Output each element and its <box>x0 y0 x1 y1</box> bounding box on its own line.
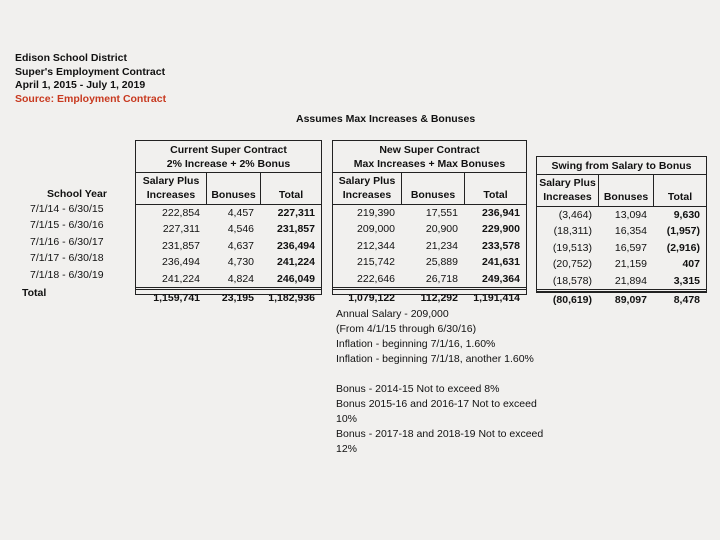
cell-total: 233,578 <box>482 239 520 252</box>
title-line: Max Increases + Max Bonuses <box>353 158 506 170</box>
cell-total: 241,224 <box>277 256 315 269</box>
cell-bonus: 4,637 <box>227 239 254 252</box>
cell-bonus: 4,457 <box>227 207 254 219</box>
cell-bonus: 21,234 <box>425 239 458 252</box>
cell-bonus: 16,597 <box>614 241 647 254</box>
document-header <box>15 52 166 106</box>
total-salary: 1,079,122 <box>348 291 395 304</box>
column-headers <box>136 173 321 205</box>
table-row <box>537 273 706 289</box>
source-note: Source: Employment Contract <box>15 92 167 105</box>
cell-total: (2,916) <box>666 241 700 254</box>
table-row <box>136 205 321 221</box>
col-bonuses: Bonuses <box>401 173 464 204</box>
table-row <box>333 254 526 270</box>
cell-salary: (19,513) <box>552 241 592 254</box>
note-line: Annual Salary - 209,000 <box>336 308 449 320</box>
cell-bonus: 4,824 <box>227 272 254 285</box>
col-salary-line1: Salary Plus <box>338 174 396 187</box>
school-year: 7/1/17 - 6/30/18 <box>30 252 104 265</box>
cell-bonus: 21,894 <box>614 274 647 287</box>
cell-salary: 209,000 <box>357 223 395 236</box>
cell-total: 231,857 <box>277 223 315 236</box>
cell-salary: 231,857 <box>162 239 200 252</box>
cell-total: 229,900 <box>482 223 520 236</box>
note-line: Bonus 2015-16 and 2016-17 Not to exceed 10% <box>336 398 537 425</box>
cell-salary: (20,752) <box>552 258 592 271</box>
document-title: Super's Employment Contract <box>15 65 166 78</box>
total-salary: 1,159,741 <box>153 291 200 304</box>
school-year: 7/1/14 - 6/30/15 <box>30 203 104 215</box>
swing-table <box>536 156 707 306</box>
cell-salary: 222,854 <box>162 207 200 219</box>
cell-bonus: 17,551 <box>425 207 458 219</box>
col-salary <box>136 173 206 204</box>
cell-total: 9,630 <box>673 209 700 221</box>
total-row <box>537 289 706 308</box>
school-year: 7/1/16 - 6/30/17 <box>30 235 104 248</box>
cell-total: 249,364 <box>482 272 520 285</box>
cell-total: 407 <box>682 258 700 271</box>
cell-bonus: 4,546 <box>227 223 254 236</box>
table-row <box>333 205 526 221</box>
table-title <box>333 141 526 173</box>
cell-total: (1,957) <box>666 225 700 238</box>
cell-bonus: 20,900 <box>425 223 458 236</box>
school-year: 7/1/18 - 6/30/19 <box>30 268 104 281</box>
cell-total: 236,494 <box>277 239 315 252</box>
table-row <box>537 240 706 256</box>
col-salary-line2: Increases <box>543 190 592 203</box>
col-salary-line2: Increases <box>342 188 392 201</box>
col-salary-line1: Salary Plus <box>142 174 200 187</box>
col-salary <box>537 175 598 206</box>
assumption-note: Assumes Max Increases & Bonuses <box>296 113 476 125</box>
table-title <box>537 157 706 175</box>
note-line: (From 4/1/15 through 6/30/16) <box>336 323 477 335</box>
title-line: 2% Increase + 2% Bonus <box>166 158 291 170</box>
table-row <box>537 207 706 223</box>
note-line: Bonus - 2017-18 and 2018-19 Not to exceed 12% <box>336 428 544 455</box>
table-row <box>136 271 321 287</box>
cell-salary: 215,742 <box>357 256 395 269</box>
col-salary-line1: Salary Plus <box>539 176 596 189</box>
total-total: 1,191,414 <box>473 291 520 304</box>
cell-salary: 212,344 <box>357 239 395 252</box>
cell-total: 3,315 <box>673 274 700 287</box>
table-row <box>537 256 706 272</box>
table-title <box>136 141 321 173</box>
col-salary-line2: Increases <box>146 188 196 201</box>
total-row <box>333 287 526 306</box>
cell-salary: (18,311) <box>553 225 592 238</box>
date-range: April 1, 2015 - July 1, 2019 <box>15 79 146 91</box>
total-total: 1,182,936 <box>268 291 315 304</box>
table-row <box>333 221 526 237</box>
cell-total: 227,311 <box>277 207 315 219</box>
cell-bonus: 4,730 <box>227 256 254 269</box>
district-name: Edison School District <box>15 52 128 64</box>
cell-salary: (18,578) <box>552 274 592 287</box>
title-line: Swing from Salary to Bonus <box>551 160 692 172</box>
col-total: Total <box>260 173 321 204</box>
col-total: Total <box>464 173 526 204</box>
title-line: New Super Contract <box>379 144 480 156</box>
note-line: Bonus - 2014-15 Not to exceed 8% <box>336 383 500 395</box>
cell-salary: 219,390 <box>357 207 395 219</box>
col-total: Total <box>653 175 706 206</box>
table-row <box>333 238 526 254</box>
cell-total: 241,631 <box>482 256 520 269</box>
cell-salary: 241,224 <box>162 272 200 285</box>
school-year-column <box>22 187 132 301</box>
cell-salary: 236,494 <box>162 256 200 269</box>
contract-notes <box>336 307 546 457</box>
table-row <box>136 254 321 270</box>
cell-bonus: 13,094 <box>614 209 647 221</box>
cell-bonus: 25,889 <box>425 256 458 269</box>
cell-salary: 222,646 <box>357 272 395 285</box>
school-year: 7/1/15 - 6/30/16 <box>30 219 104 232</box>
column-headers <box>537 175 706 207</box>
cell-bonus: 21,159 <box>614 258 647 271</box>
col-salary <box>333 173 401 204</box>
cell-total: 236,941 <box>482 207 520 219</box>
cell-salary: (3,464) <box>558 209 592 221</box>
col-bonuses: Bonuses <box>598 175 653 206</box>
total-row <box>136 287 321 306</box>
new-contract-table <box>332 140 527 304</box>
total-label: Total <box>22 286 47 299</box>
table-row <box>136 238 321 254</box>
table-row <box>136 221 321 237</box>
title-line: Current Super Contract <box>170 144 287 156</box>
table-row <box>537 223 706 239</box>
cell-salary: 227,311 <box>162 223 200 236</box>
cell-total: 246,049 <box>277 272 315 285</box>
total-bonus: 89,097 <box>614 293 647 306</box>
current-contract-table <box>135 140 322 304</box>
school-year-header: School Year <box>47 188 107 200</box>
column-headers <box>333 173 526 205</box>
col-bonuses: Bonuses <box>206 173 260 204</box>
total-bonus: 112,292 <box>420 291 458 304</box>
note-line: Inflation - beginning 7/1/16, 1.60% <box>336 338 496 350</box>
table-row <box>333 271 526 287</box>
note-line: Inflation - beginning 7/1/18, another 1.60% <box>336 353 534 365</box>
total-salary: (80,619) <box>552 293 592 306</box>
total-bonus: 23,195 <box>221 291 254 304</box>
cell-bonus: 26,718 <box>425 272 458 285</box>
note-spacer <box>336 367 546 382</box>
cell-bonus: 16,354 <box>614 225 647 238</box>
total-total: 8,478 <box>673 293 700 306</box>
